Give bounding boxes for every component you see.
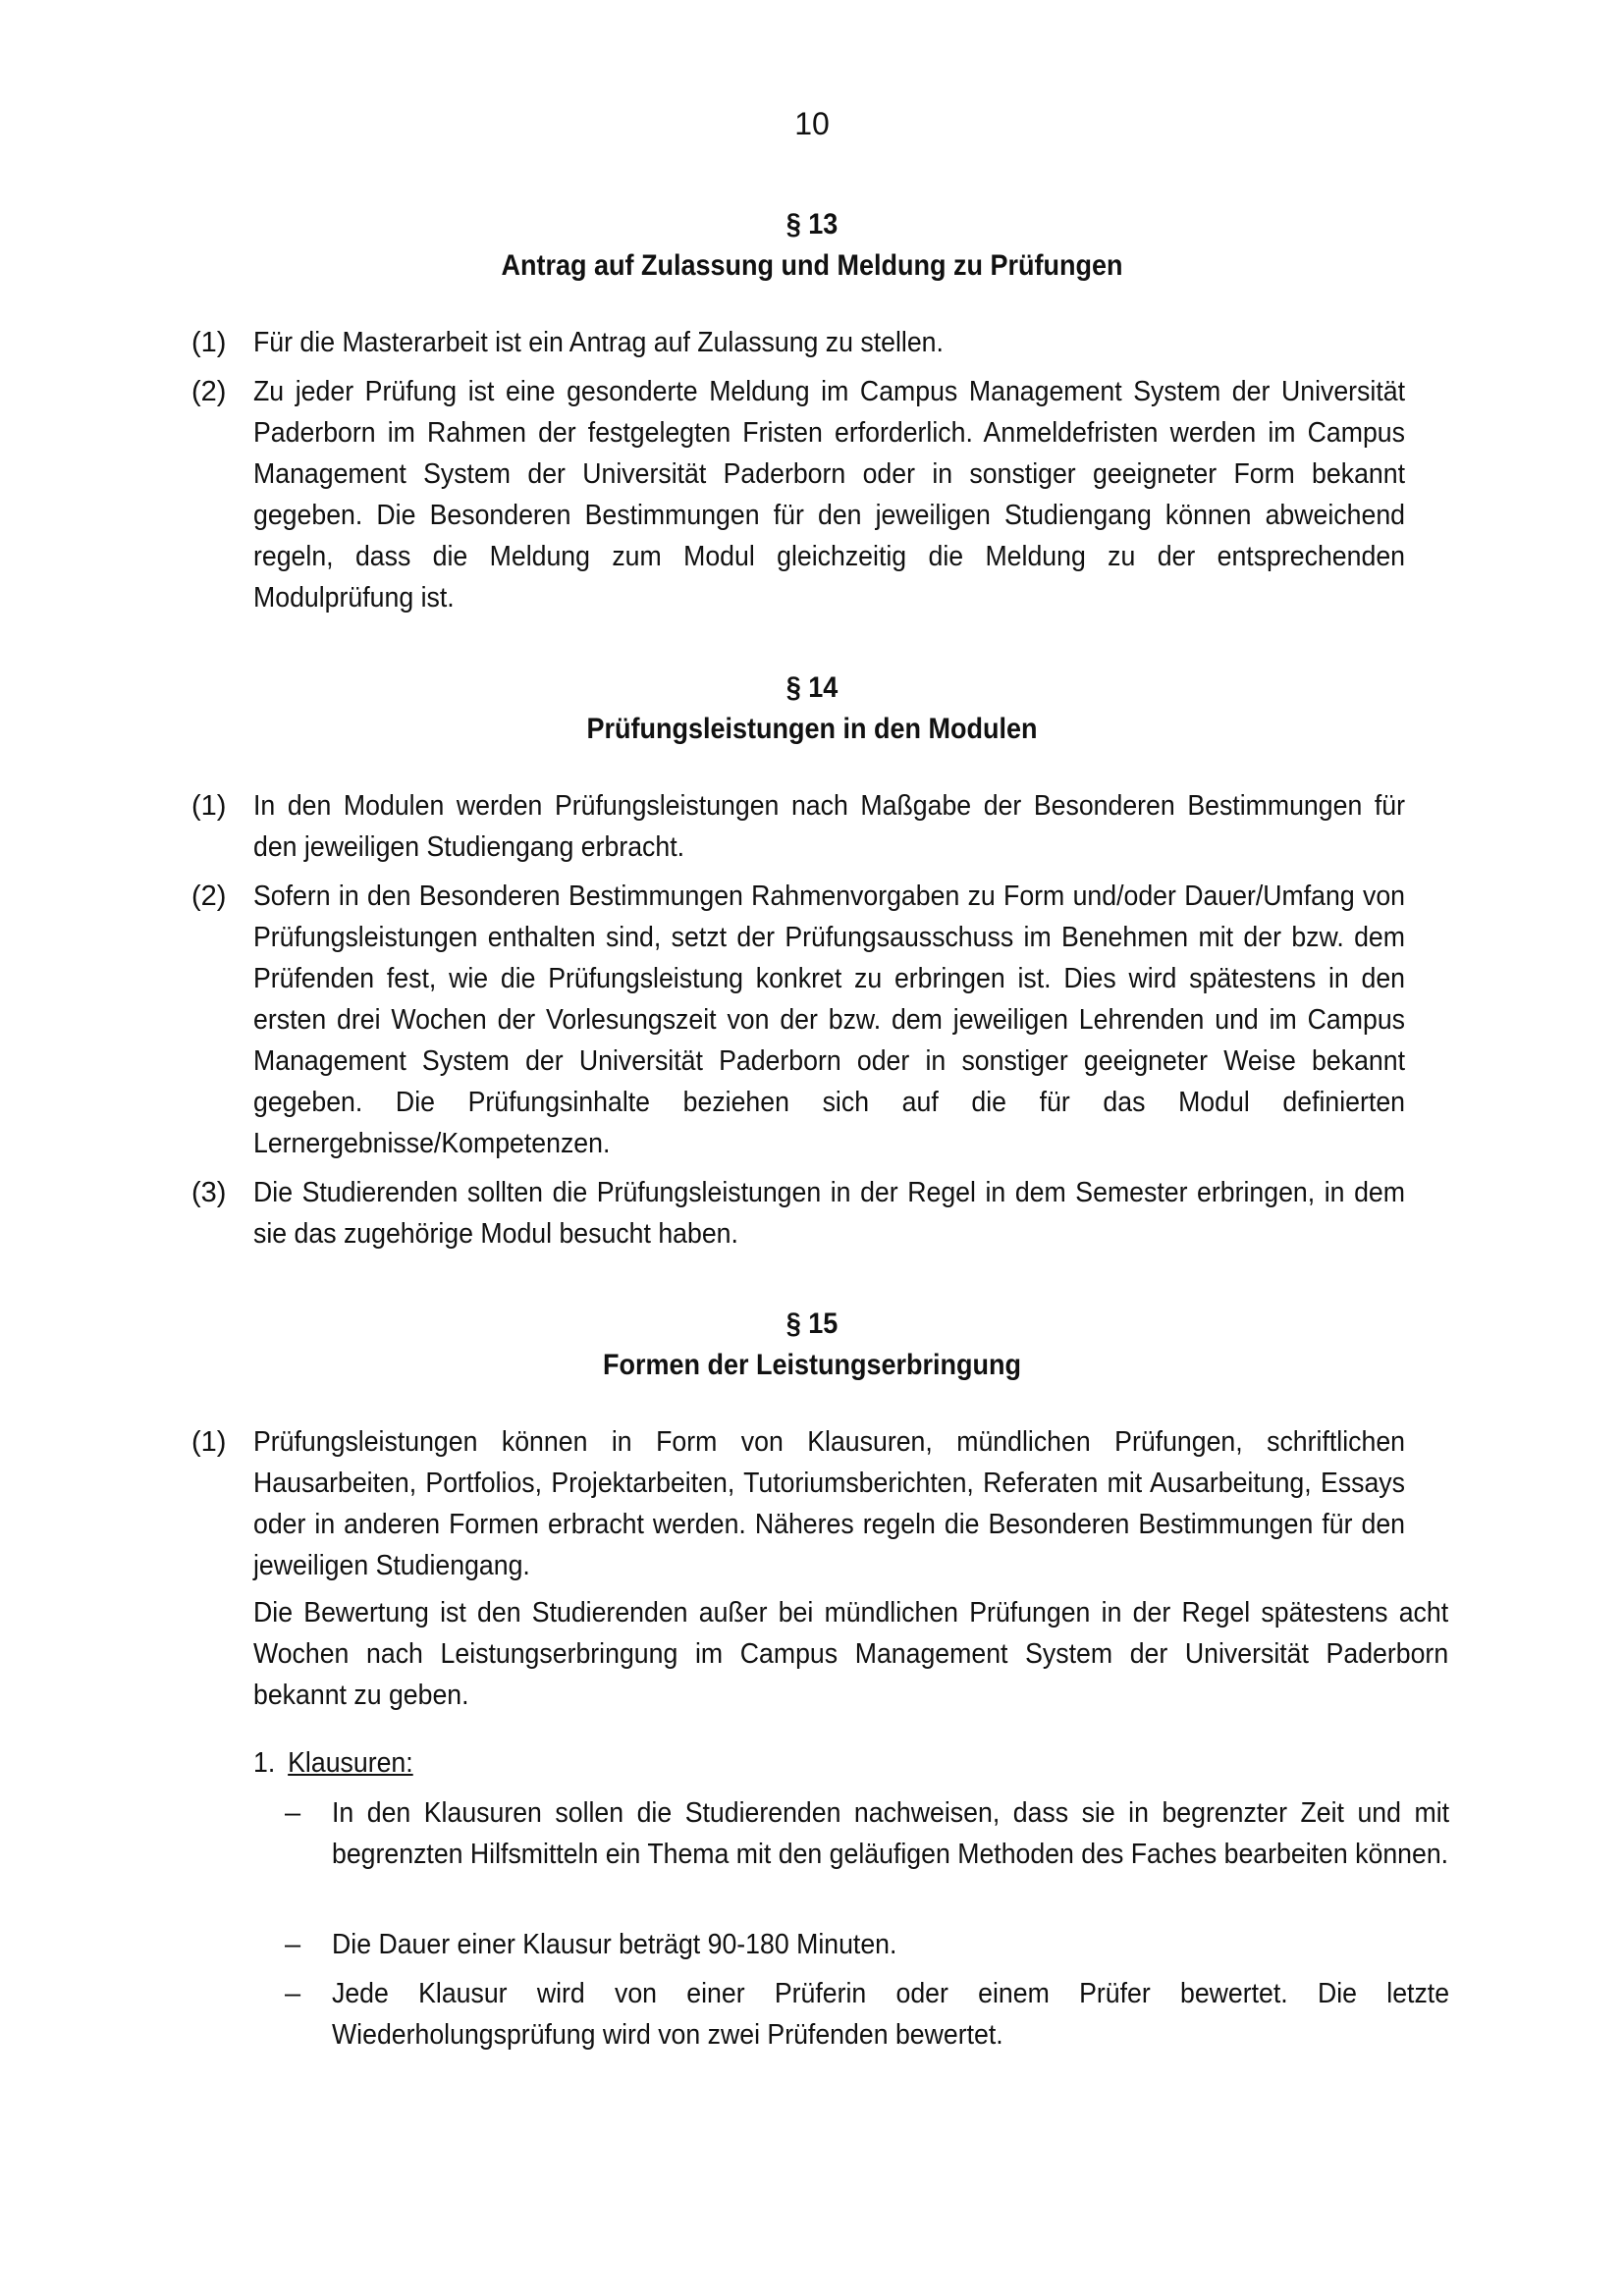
list-item-text: In den Klausuren sollen die Studierenden nachweisen, dass sie in begrenzter Zeit und mit begrenzten Hilfsmitteln ein Thema mit den geläufigen Methoden des Faches bearbeiten können. [332,1797,1450,1870]
dash-marker: – [285,1929,301,1960]
list-item [285,1792,1449,1875]
section-title: Formen der Leistungserbringung [602,1349,1022,1381]
paragraph-text: In den Modulen werden Prüfungsleistungen nach Maßgabe der Besonderen Bestimmungen für den jeweiligen Studiengang erbracht. [253,790,1405,863]
page-number: 10 [794,106,830,141]
section-14-paragraph-2 [191,876,1448,1164]
paragraph-text: Sofern in den Besonderen Bestimmungen Rahmenvorgaben zu Form und/oder Dauer/Umfang von Prüfungsleistungen enthalten sind, setzt der Prüfungsausschuss im Benehmen mit der bzw. dem Prüfenden fest, wie die Prüfungsleistung konkret zu erbringen ist. Dies wird spätestens in den ersten drei Wochen der Vorlesungszeit von der bzw. dem jeweiligen Lehrenden und im Campus Management System der Universität Paderborn oder in sonstiger geeigneter Weise bekannt gegeben. Die Prüfungsinhalte beziehen sich auf die für das Modul definierten Lernergebnisse/Kompetenzen. [253,881,1405,1159]
section-14-heading [81,667,1543,750]
section-15-heading [81,1304,1543,1386]
section-13-heading [81,204,1543,287]
paragraph-number: (2) [191,376,227,407]
section-14-paragraph-1 [191,785,1448,868]
dash-marker: – [285,1797,301,1829]
list-heading-klausuren [253,1742,413,1784]
paragraph-text: Zu jeder Prüfung ist eine gesonderte Meldung im Campus Management System der Universität Paderborn im Rahmen der festgelegten Fristen erforderlich. Anmeldefristen werden im Campus Management System der Universität Paderborn oder in sonstiger geeigneter Form bekannt gegeben. Die Besonderen Bestimmungen für den jeweiligen Studiengang können abweichend regeln, dass die Meldung zum Modul gleichzeitig die Meldung zu der entsprechenden Modulprüfung ist. [253,376,1405,614]
list-label: Klausuren: [288,1747,413,1779]
paragraph-number: (1) [191,327,227,358]
list-item-text: Die Dauer einer Klausur beträgt 90-180 Minuten. [332,1929,897,1960]
list-item [285,1924,1449,1965]
list-number: 1. [253,1747,276,1779]
followup-text: Die Bewertung ist den Studierenden außer bei mündlichen Prüfungen in der Regel spätestens acht Wochen nach Leistungserbringung im Campus Management System der Universität Paderborn bekannt zu geben. [253,1597,1449,1711]
section-symbol: § 13 [785,208,839,240]
paragraph-number: (1) [191,790,227,822]
section-symbol: § 14 [785,671,839,704]
section-14-paragraph-3 [191,1172,1448,1255]
paragraph-text: Die Studierenden sollten die Prüfungsleistungen in der Regel in dem Semester erbringen, in dem sie das zugehörige Modul besucht haben. [253,1177,1405,1250]
section-title: Prüfungsleistungen in den Modulen [586,713,1038,745]
paragraph-number: (1) [191,1426,227,1458]
section-13-paragraph-1 [191,322,1448,363]
paragraph-number: (2) [191,881,227,912]
dash-marker: – [285,1978,301,2009]
section-13-paragraph-2 [191,371,1448,618]
paragraph-text: Für die Masterarbeit ist ein Antrag auf Zulassung zu stellen. [253,327,944,358]
list-item-text: Jede Klausur wird von einer Prüferin oder einem Prüfer bewertet. Die letzte Wiederholungsprüfung wird von zwei Prüfenden bewertet. [332,1978,1450,2051]
paragraph-text: Prüfungsleistungen können in Form von Klausuren, mündlichen Prüfungen, schriftlichen Hausarbeiten, Portfolios, Projektarbeiten, Tutoriumsberichten, Referaten mit Ausarbeitung, Essays oder in anderen Formen erbracht werden. Näheres regeln die Besonderen Bestimmungen für den jeweiligen Studiengang. [253,1426,1405,1581]
list-item [285,1973,1449,2056]
section-15-followup-paragraph [253,1592,1449,1716]
paragraph-number: (3) [191,1177,227,1208]
section-symbol: § 15 [785,1308,839,1340]
section-15-paragraph-1 [191,1421,1448,1586]
section-title: Antrag auf Zulassung und Meldung zu Prüfungen [501,249,1123,282]
